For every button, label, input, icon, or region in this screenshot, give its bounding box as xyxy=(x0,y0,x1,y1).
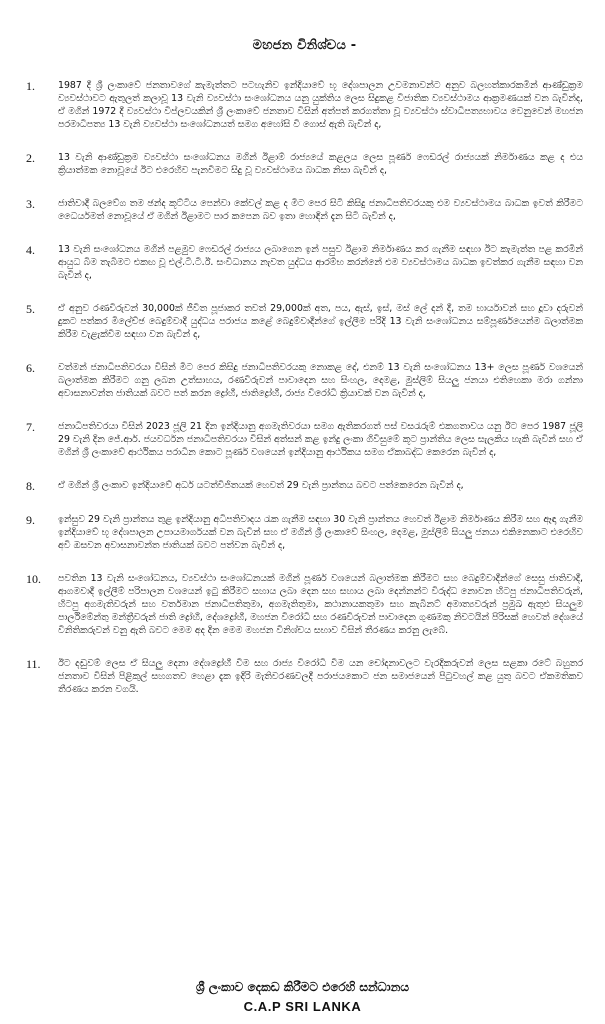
clause-number: 6. xyxy=(26,361,35,375)
page-title: මහජන විනිශ්චය - xyxy=(252,38,357,53)
clause-item xyxy=(26,197,583,223)
clause-number: 9. xyxy=(26,513,35,527)
clause-item xyxy=(26,302,583,341)
clause-text: ජනාධිපතිවරයා විසින් 2023 ජූලි 21 දින ඉන්දියානු අගමැතිවරයා සමග ඇතිකරගත් පස් වසරැරුම් එකගතාවය යනු ඊට පෙර 1987 ජූලි 29 වැනි දින ජේ.ආර්. ජයවර්ධන ජනාධිපතිවරයා විසින් අත්සන් කළ ඉන්දු ලංකා ගිවිසුමේ කූට ප්‍රාන්තිය ලෙස සැලකිය හැකි බැවින් සහ ඒ මගින් ශ්‍රී ලංකාවේ ආර්ථිකය පරාධීන කොට පූර්ණ වශයෙන් ඉන්දියානු ආර්ථිකය සමග ඒකාබද්ධ කෙරෙන බැවින් ද, xyxy=(58,421,583,458)
clause-text: 13 වැනි ආණ්ඩුක්‍රම ව්‍යවස්ථා සංශෝධනය මගින් ඊළාම් රාජ්‍යයේ කළලය ලෙස පූර්ණ ෆෙඩරල් රාජ්‍යයක් නිර්මාණය කළ ද එය ක්‍රියාත්මක නොවූයේ ඊට එරෙහිව පැනවීමට සිදු වූ ව්‍යවස්ථාමය බාධක නිසා බැවින් ද, xyxy=(58,152,583,176)
clause-text: ඊට දඬුවම් ලෙස ඒ සියලු දෙනා දේශද්‍රෝහී වීම සහ රාජ්‍ය විරෝධී වීම යන චෝදනාවලට වැරදිකරුවන් ලෙස සළකා රටේ බහුතර ජනතාව විසින් පිළිකුල් සහගතව හෙළා දැක ඉදිරි මැතිවරණවලදී පරාජයකොට ජන සමාජයෙන් පිටුවහල් කළ යුතු බවට ඒකමතිකව තීරණය කරන වගයි. xyxy=(58,658,583,695)
clause-item xyxy=(26,657,583,696)
clause-text: ජාතිවාදී බලවේග තම ඡන්ද කූට්ටිය පෙන්වා කේවල් කළ ද මීට පෙර සිටි කිසිදු ජනාධිපතිවරයකු එම ව්‍යවස්ථාමය බාධක ඉවත් කිරීමට ධෛර්යමත් නොවූයේ ඒ මගින් ඊළාමට පාර කපෙන බව ඉතා හොඳින් දැන සිටි බැවින් ද, xyxy=(58,198,583,222)
clause-number: 4. xyxy=(26,243,35,257)
clause-text: ඉන්සුව 29 වැනි ප්‍රාන්තය තුළ ඉන්දියානු අධිපතිවාදය රැක ගැනීම සඳහා 30 වැනි ප්‍රාන්තය හෙවත් ඊළාම නිර්මාණය කිරීම සහ ඈඳා ගැනීම ඉන්දියාවේ භූ දේශපාලන උපායමාර්ගයක් වන බැවින් සහ ඒ මගින් ශ්‍රී ලංකාවේ සිංහල, දෙමළ, මුස්ලිම් සියලු ජනයා එකිනෙකාට එරෙහිව අවි ඔසවන අවාසනාවන්ත ජාතියක් බවට පත්වන බැවින් ද, xyxy=(58,514,583,551)
clause-number: 7. xyxy=(26,420,35,434)
clause-number: 10. xyxy=(26,572,41,586)
clause-number: 2. xyxy=(26,151,35,165)
clause-text: පවතින 13 වැනි සංශෝධනය, ව්‍යවස්ථා සංශෝධනයක් මගින් පූර්ණ වශයෙන් බලාත්මක කිරීමට සහ බෙදුම්වාදීන්ගේ සෙසු ජාතිවාදී, ආගමවාදී ඉල්ලීම් පරිපාලන වශයෙන් ඉටු කිරීමට සහාය ලබා දෙන සහ සහාය ලබා දෙන්නන්ට විරුද්ධ නොවන හිටපු ජනාධිපතිවරුන්, හිටපු අගමැතිවරුන් සහ වර්තමාන ජනාධිපතිතුමා, අගමැතිතුමා, කථානායකතුමා සහ කැබිනට් අමාත්‍යවරුන් ප්‍රමුඛ ඇතුළු සියලුම පාර්ලිමේන්තු මන්ත්‍රීවරුන් ජාති ද්‍රෝහී, දේශද්‍රෝහී, මහජන විරෝධී සහ රණවිරුවන් පාවාදෙන ගුණමකු නිවටයින් පිරිසක් හෙවත් දේශයේ විනිතිකරුවන් වනු ඇති බවට මෙම අද දින මෙම මහජන විනිශ්චය සභාව විසින් තීරණය කරනු ලැබේ. xyxy=(58,573,583,636)
clause-item xyxy=(26,361,583,400)
clause-list xyxy=(26,79,583,696)
clause-text: 13 වැනි සංශෝධනය මගින් පළමුව ෆෙඩරල් රාජ්‍යය ලබාගෙන ඉන් පසුව ඊළාම නිර්මාණය කර ගැනීම සඳහා ඊට කැමැත්ත පළ කරමින් ආයුධ බිම තැබීමට එකඟ වූ එල්.ටී.ටී.ඊ. සංවිධානය නැවත යුද්ධය ආරම්භ කරන්නේ එම ව්‍යවස්ථාමය බාධක ඉවත්කර ගැනීම සඳහා වන බැවින් ද, xyxy=(58,244,583,281)
clause-number: 11. xyxy=(26,657,41,671)
clause-item xyxy=(26,243,583,282)
clause-item xyxy=(26,420,583,459)
clause-number: 8. xyxy=(26,479,35,493)
clause-text: ඒ අනුව රණවිරුවන් 30,000ක් ජීවිත පූජාකර තවත් 29,000ක් අත, පය, ඇස්, ඉස්, මස් ලේ දන් දී, තම භාර්යාවන් සහ දූවා දරුවන් දුකට පත්කර මිලේච්ඡ බෙදුම්වාදී යුද්ධය පරාජය කළේ බෙදුම්වාදීන්ගේ ඉල්ලීම පරිදි 13 වැනි සංශෝධනය සම්පූර්ණයෙන්ම බලාත්මක කිරීම වැළැක්වීම සඳහා වන බැවින් ද, xyxy=(58,303,583,340)
clause-item xyxy=(26,79,583,131)
signature-block xyxy=(0,980,605,1014)
clause-text: ඒ මගින් ශ්‍රී ලංකාව ඉන්දියාවේ අර්ධ යටත්විජිතයක් හෙවත් 29 වැනි ප්‍රාන්තය බවට පත්කෙරෙන බැවින් ද, xyxy=(58,480,464,491)
clause-item xyxy=(26,151,583,177)
organization-name-english: C.A.P SRI LANKA xyxy=(243,999,362,1014)
clause-item xyxy=(26,572,583,637)
clause-number: 1. xyxy=(26,79,35,93)
clause-number: 3. xyxy=(26,197,35,211)
organization-name-sinhala: ශ්‍රී ලංකාව දෙකඩ කිරීමට එරෙහි සන්ධානය xyxy=(196,980,409,994)
clause-item xyxy=(26,479,583,493)
clause-text: වත්මන් ජනාධිපතිවරයා විසින් මීට පෙර කිසිදු ජනාධිපතිවරයකු නොකළ දේ, එනම් 13 වැනි සංශෝධනය 13+ ලෙස පූර්ණ වශයෙන් බලාත්මක කිරීමට ගනු ලබන උත්සාහය, රණවිරුවන් පාවාදෙන සහ සිංහල, දෙමළ, මුස්ලිම් සියලු ජනයා එතිහෙකා මරා ගන්නා අවාසනාවන්ත ජාතියක් බවට පත් කරන ද්‍රෝහී, ජාතිද්‍රෝහී, රාජ්‍ය විරෝධී ක්‍රියාවක් වන බැවින් ද, xyxy=(58,362,583,399)
clause-number: 5. xyxy=(26,302,35,316)
clause-text: 1987 දී ශ්‍රී ලංකාවේ ජනතාවගේ කැමැත්තට පටහැනිව ඉන්දියාවේ භූ දේශපාලන උවමනාවන්ට අනුව බලහත්කාරකමින් ආණ්ඩුක්‍රම ව්‍යවස්ථාවට ඇතුලත් කලාවූ 13 වැනි ව්‍යවස්ථා සංශෝධනය යනු යුක්තිය ලෙස සිදුකළ විජාතික ව්‍යවස්ථාමය ආක්‍රමණයක් වන බැවින්ද, ඒ මගින් 1972 දී ව්‍යවස්ථා විප්ලවයකින් ශ්‍රී ලංකාවේ ජනතාව විසින් අත්පත් කරගත්තා වූ ව්‍යවස්ථා ස්වාධිපත්‍යභාවය වෙනුවෙන් මහජන පරමාධිපත්‍ය 13 වැනි ව්‍යවස්ථා සංශෝධනයත් සමග අහෝසි වී ගොස් ඇති බැවින් ද, xyxy=(58,80,583,130)
clause-item xyxy=(26,513,583,552)
